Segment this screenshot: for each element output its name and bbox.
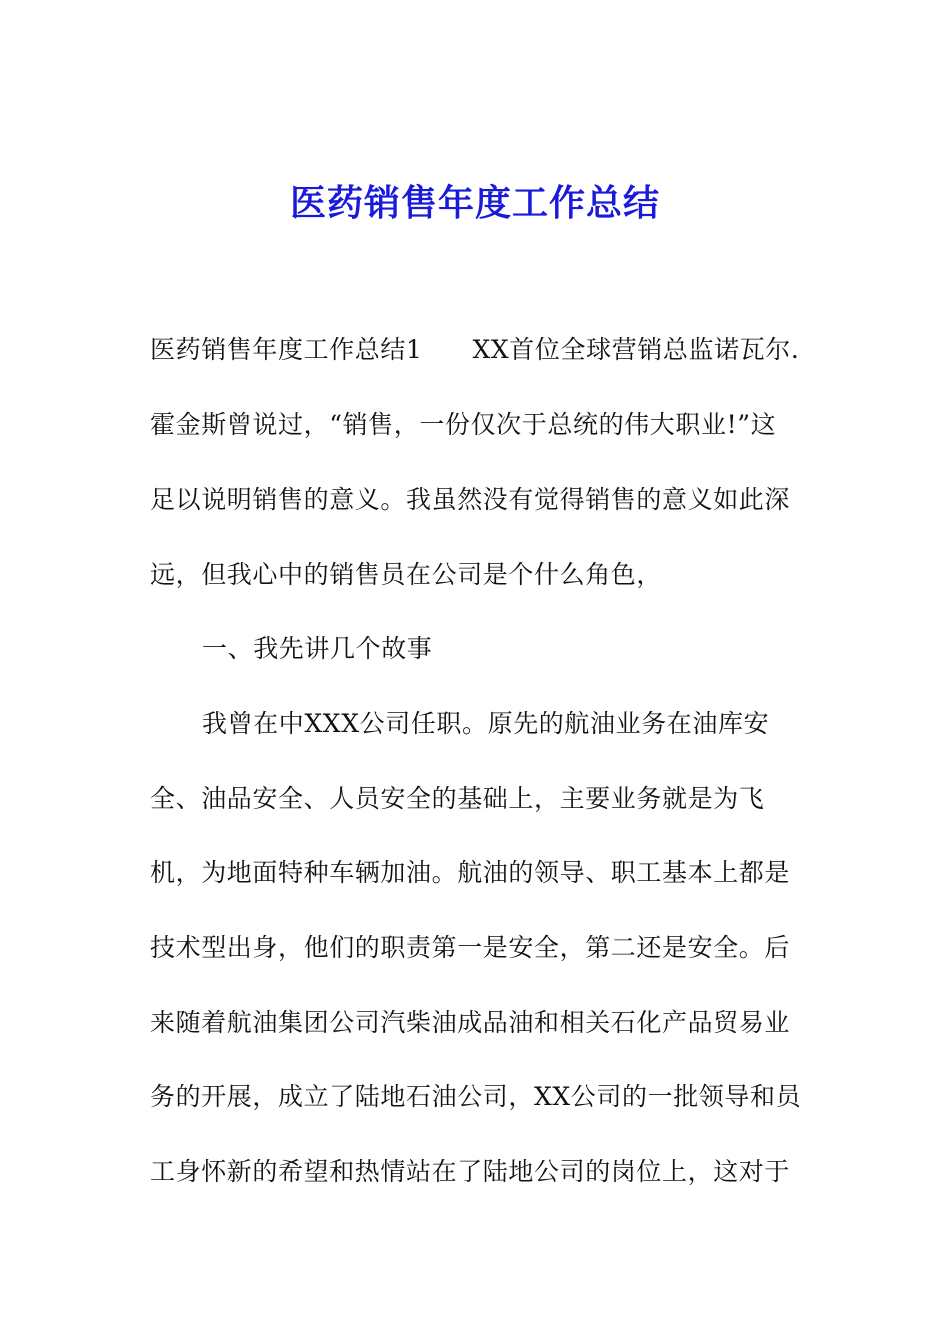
text-line-3: 足以说明销售的意义。我虽然没有觉得销售的意义如此深 [150, 485, 791, 514]
text-line-4: 远，但我心中的销售员在公司是个什么角色， [150, 560, 663, 589]
document-title: 医药销售年度工作总结 [289, 183, 660, 224]
text-line-1 [150, 330, 799, 370]
text-line-6: 我曾在中XXX公司任职。原先的航油业务在油库安 [202, 709, 770, 738]
text-line-8: 机，为地面特种车辆加油。航油的领导、职工基本上都是 [150, 858, 791, 887]
text-line-10: 来随着航油集团公司汽柴油成品油和相关石化产品贸易业 [150, 1008, 791, 1037]
section-heading: 一、我先讲几个故事 [202, 634, 433, 663]
text-line-12: 工身怀新的希望和热情站在了陆地公司的岗位上，这对于 [150, 1157, 791, 1186]
text-line-1-heading: 医药销售年度工作总结1 [150, 335, 423, 364]
text-line-11: 务的开展，成立了陆地石油公司，XX公司的一批领导和员 [150, 1082, 802, 1111]
text-line-2: 霍金斯曾说过，“销售，一份仅次于总统的伟大职业!”这 [150, 410, 777, 439]
text-line-1-body: XX首位全球营销总监诺瓦尔. [472, 335, 800, 364]
text-line-9: 技术型出身，他们的职责第一是安全，第二还是安全。后 [150, 933, 791, 962]
text-line-7: 全、油品安全、人员安全的基础上，主要业务就是为飞 [150, 784, 765, 813]
